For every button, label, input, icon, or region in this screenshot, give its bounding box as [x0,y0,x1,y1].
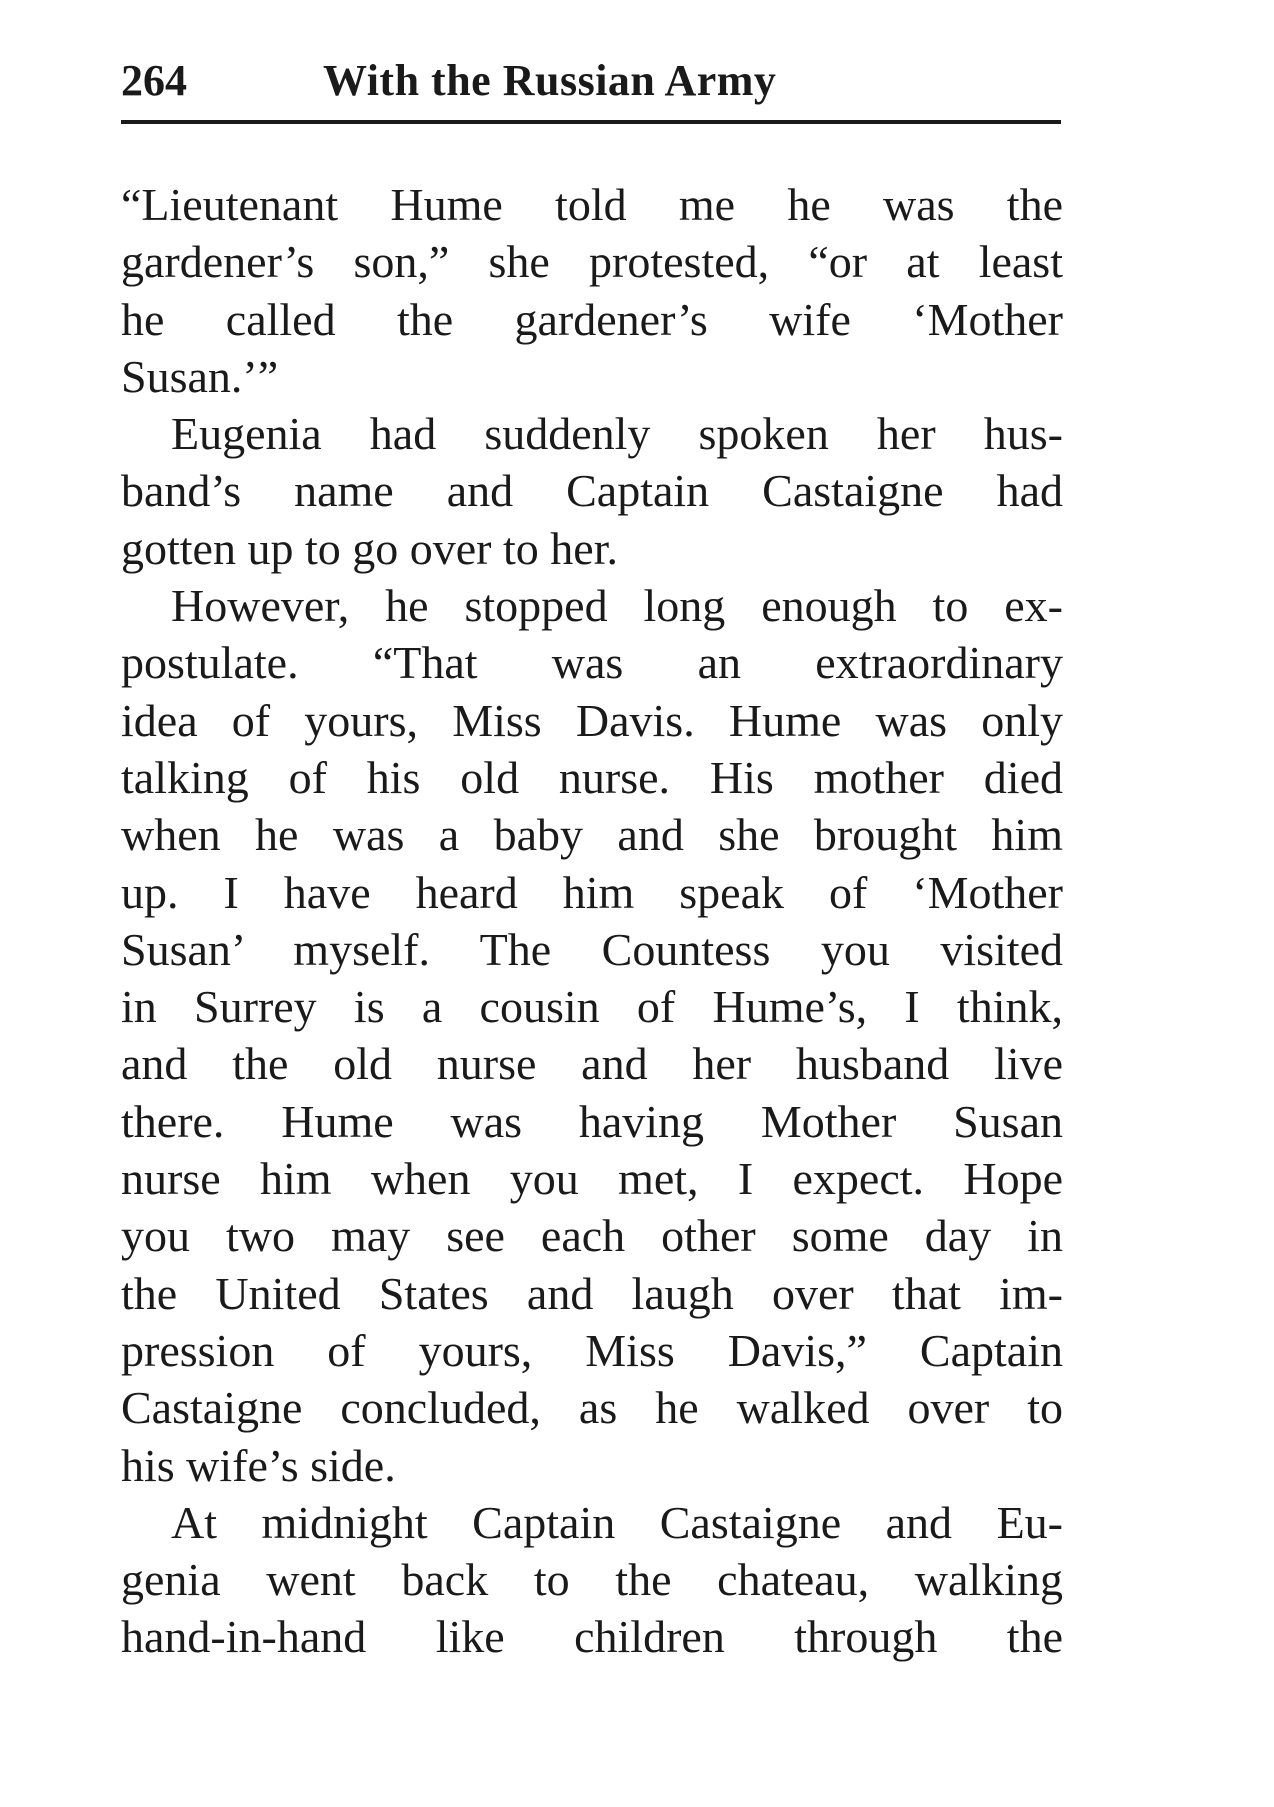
text-line: in Surrey is a cousin of Hume’s, I think, [121,981,1063,1033]
page-number: 264 [121,56,187,105]
text-line: you two may see each other some day in [121,1210,1063,1262]
text-line: Susan.’” [121,350,279,402]
text-line: nurse him when you met, I expect. Hope [121,1153,1063,1205]
text-line: Castaigne concluded, as he walked over to [121,1382,1063,1434]
text-line: he called the gardener’s wife ‘Mother [121,293,1063,345]
text-line: Susan’ myself. The Countess you visited [121,923,1063,975]
text-line: the United States and laugh over that im- [121,1267,1063,1319]
text-line: talking of his old nurse. His mother died [121,751,1063,803]
text-line: there. Hume was having Mother Susan [121,1095,1063,1147]
body-text [121,176,1063,1666]
text-line: At midnight Captain Castaigne and Eu- [171,1496,1063,1548]
text-line: when he was a baby and she brought him [121,809,1063,861]
running-title: With the Russian Army [323,56,777,105]
text-line: pression of yours, Miss Davis,” Captain [121,1324,1063,1376]
text-line: postulate. “That was an extraordinary [121,637,1063,689]
text-line: band’s name and Captain Castaigne had [121,465,1063,517]
text-line: his wife’s side. [121,1439,396,1491]
text-line: and the old nurse and her husband live [121,1038,1063,1090]
header-rule [121,120,1061,124]
text-line: up. I have heard him speak of ‘Mother [121,866,1063,918]
text-line: Eugenia had suddenly spoken her hus- [171,408,1063,460]
text-line: idea of yours, Miss Davis. Hume was only [121,694,1063,746]
text-line: hand-in-hand like children through the [121,1611,1063,1663]
text-line: However, he stopped long enough to ex- [171,580,1063,632]
running-header [121,55,1056,115]
text-line: gotten up to go over to her. [121,522,618,574]
text-line: “Lieutenant Hume told me he was the [121,179,1063,230]
text-line: genia went back to the chateau, walking [121,1554,1063,1606]
text-line: gardener’s son,” she protested, “or at least [121,236,1063,288]
